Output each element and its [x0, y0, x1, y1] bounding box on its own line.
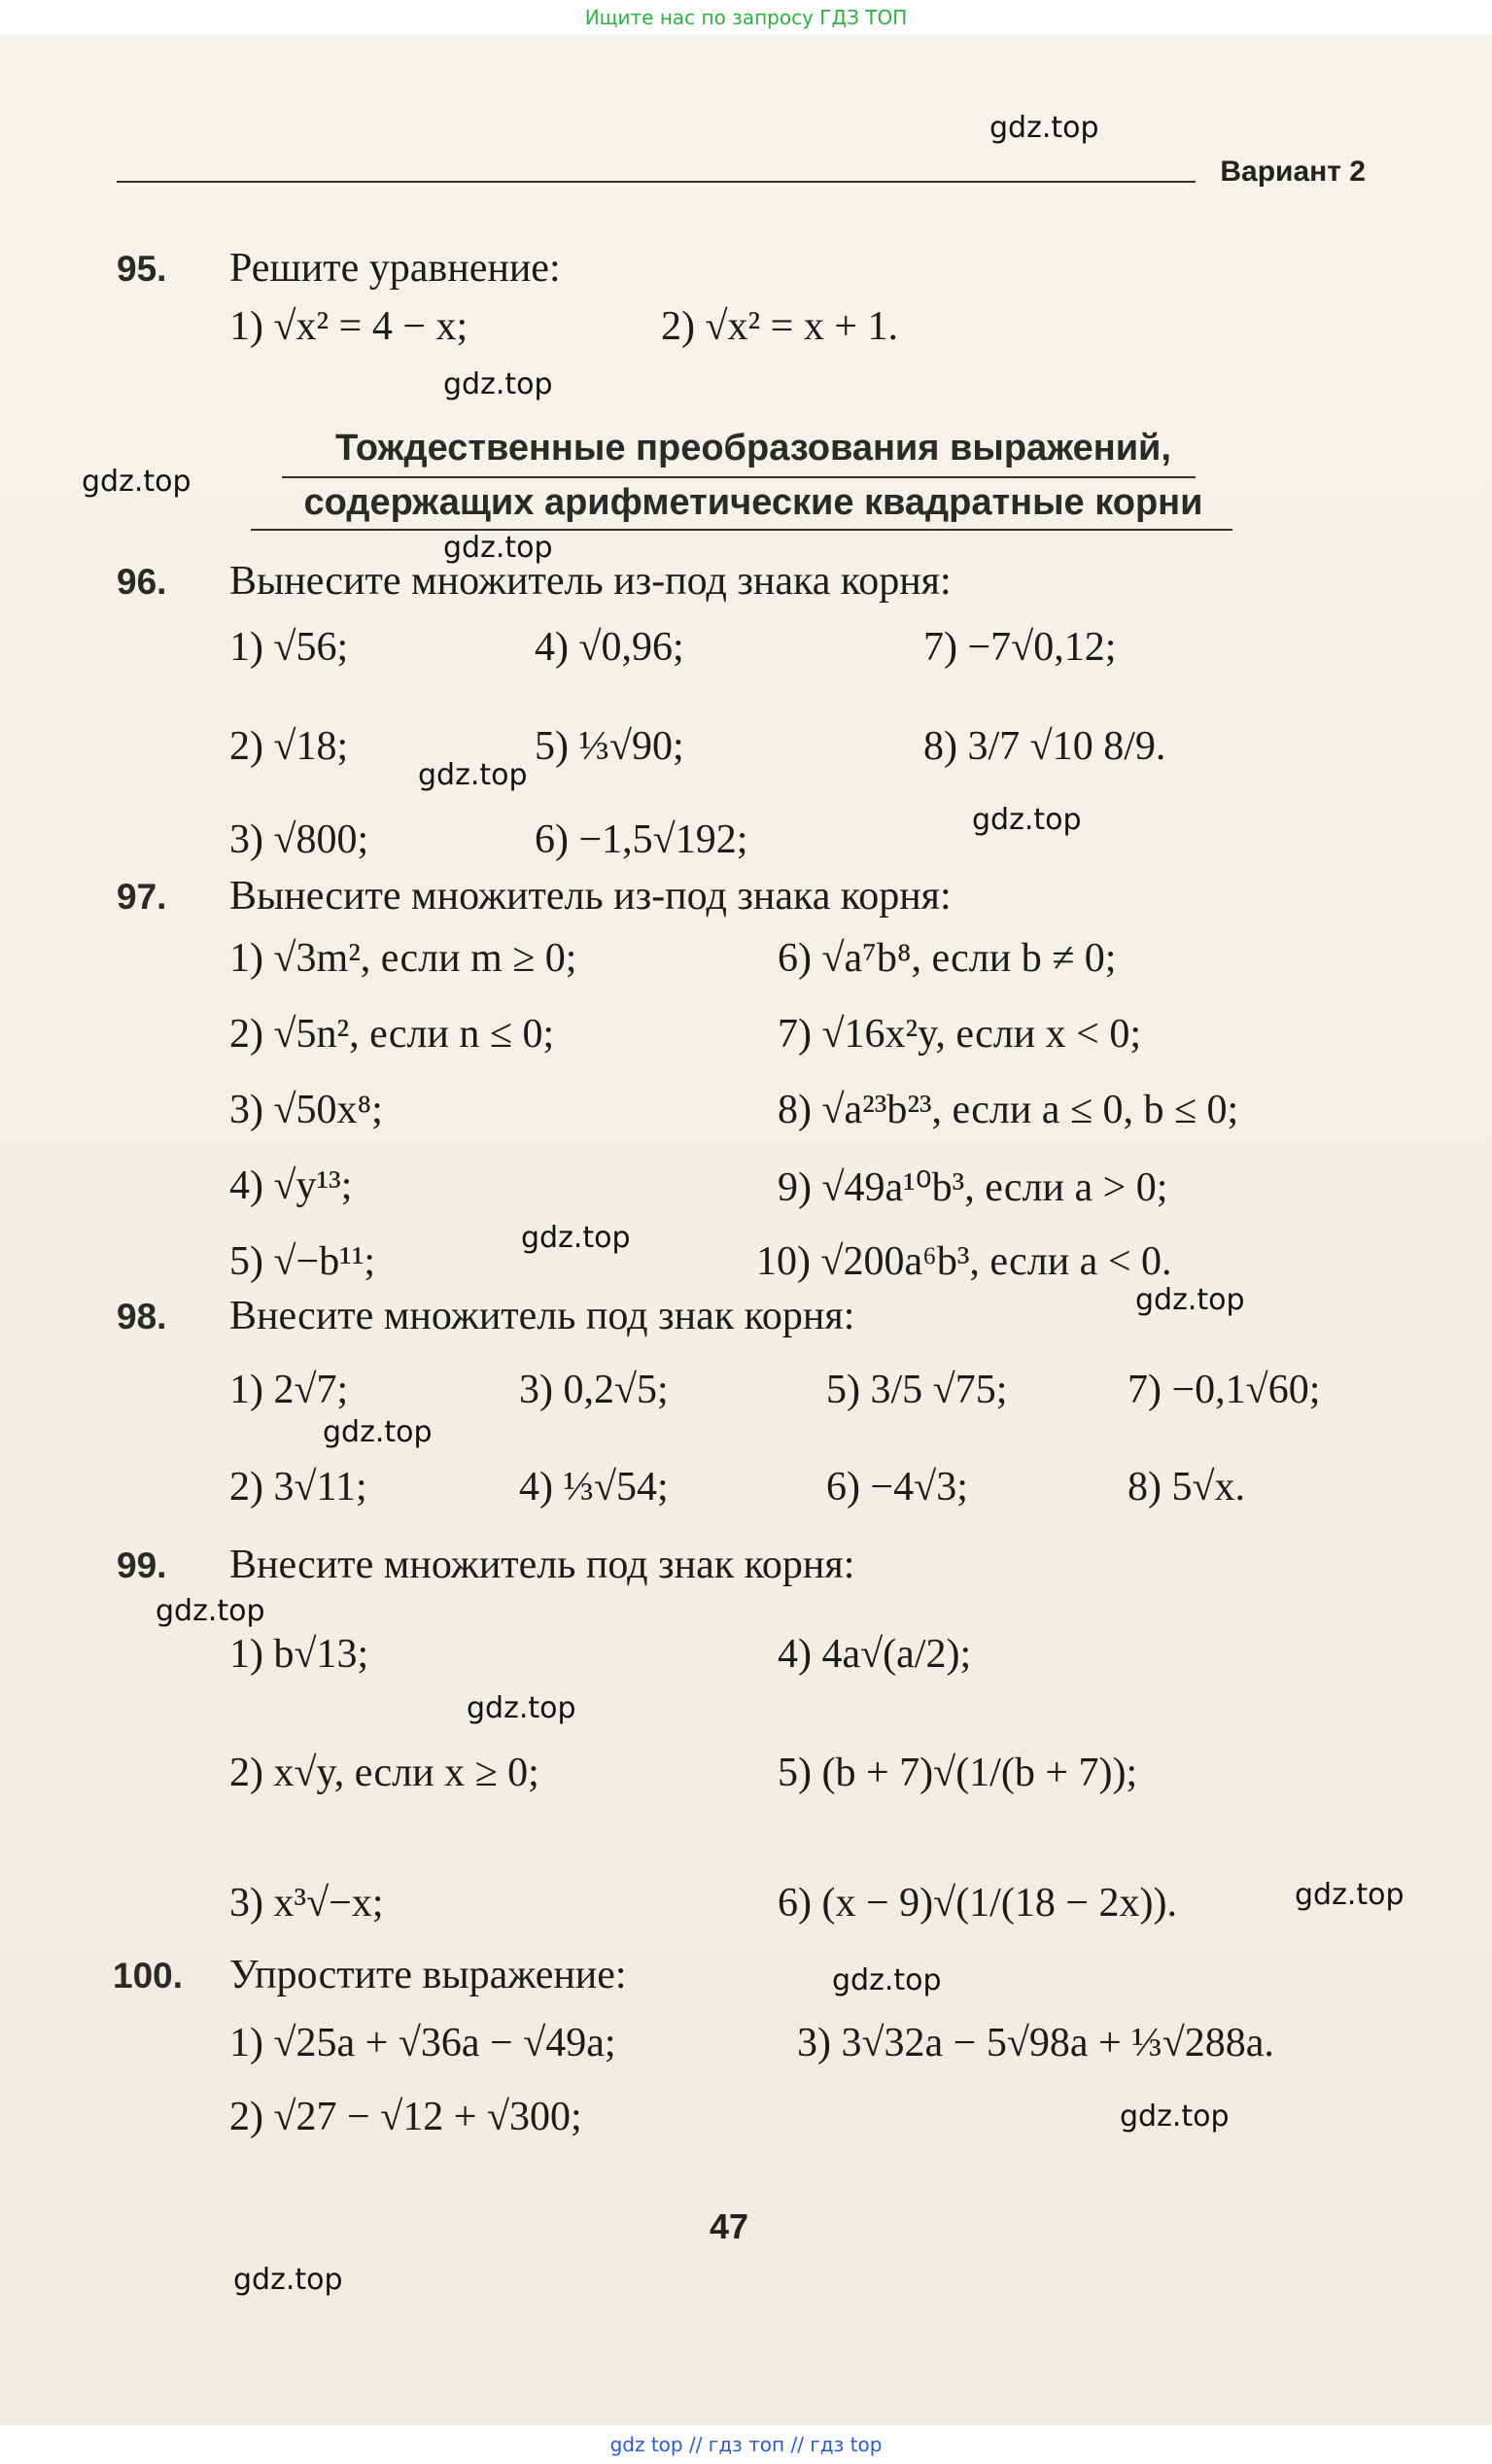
problem-97-item-8: 8) √a²³b²³, если a ≤ 0, b ≤ 0; — [778, 1088, 1239, 1132]
problem-97-number: 97. — [117, 877, 167, 917]
problem-100-item-1: 1) √25a + √36a − √49a; — [229, 2021, 616, 2065]
problem-97-item-5: 5) √−b¹¹; — [229, 1239, 376, 1284]
problem-95-item-2: 2) √x² = x + 1. — [661, 304, 899, 349]
problem-97-item-3: 3) √50x⁸; — [229, 1088, 383, 1132]
problem-96-title: Вынесите множитель из-под знака корня: — [229, 559, 952, 604]
problem-99-item-6: 6) (x − 9)√(1/(18 − 2x)). — [778, 1881, 1177, 1926]
header-rule — [117, 181, 1196, 183]
problem-96-item-5: 5) ⅓√90; — [535, 724, 684, 769]
watermark: gdz.top — [1295, 1878, 1405, 1912]
watermark: gdz.top — [521, 1221, 631, 1255]
footer-links[interactable]: gdz top // гдз топ // гдз top — [0, 2425, 1492, 2464]
problem-96-item-3: 3) √800; — [229, 817, 369, 862]
watermark: gdz.top — [443, 531, 553, 565]
problem-97-item-1: 1) √3m², если m ≥ 0; — [229, 936, 577, 981]
watermark: gdz.top — [82, 465, 191, 499]
problem-99-item-1: 1) b√13; — [229, 1632, 369, 1677]
problem-98-item-8: 8) 5√x. — [1128, 1465, 1246, 1510]
problem-99-number: 99. — [117, 1545, 167, 1585]
section-title-line-1: Тождественные преобразования выражений, — [335, 428, 1171, 469]
problem-98-item-2: 2) 3√11; — [229, 1465, 367, 1510]
problem-95-item-1: 1) √x² = 4 − x; — [229, 304, 468, 349]
problem-97-item-7: 7) √16x²y, если x < 0; — [778, 1012, 1142, 1057]
problem-98-item-4: 4) ⅓√54; — [519, 1465, 669, 1510]
problem-96-item-6: 6) −1,5√192; — [535, 817, 748, 862]
problem-95-title: Решите уравнение: — [229, 246, 561, 291]
problem-98-item-7: 7) −0,1√60; — [1128, 1368, 1321, 1412]
problem-100-item-2: 2) √27 − √12 + √300; — [229, 2095, 582, 2139]
problem-99-title: Внесите множитель под знак корня: — [229, 1543, 855, 1587]
problem-98-item-6: 6) −4√3; — [826, 1465, 968, 1510]
watermark: gdz.top — [443, 367, 553, 401]
problem-99-item-5: 5) (b + 7)√(1/(b + 7)); — [778, 1751, 1138, 1795]
problem-96-item-1: 1) √56; — [229, 625, 349, 670]
problem-97-item-4: 4) √y¹³; — [229, 1163, 353, 1208]
problem-97-item-9: 9) √49a¹⁰b³, если a > 0; — [778, 1165, 1168, 1210]
problem-98-item-3: 3) 0,2√5; — [519, 1368, 669, 1412]
problem-96-item-2: 2) √18; — [229, 724, 349, 769]
problem-99-item-2: 2) x√y, если x ≥ 0; — [229, 1751, 539, 1795]
watermark: gdz.top — [156, 1594, 265, 1628]
watermark: gdz.top — [1120, 2100, 1230, 2134]
watermark: gdz.top — [323, 1415, 433, 1449]
problem-100-item-3: 3) 3√32a − 5√98a + ⅓√288a. — [797, 2021, 1274, 2065]
problem-97-title: Вынесите множитель из-под знака корня: — [229, 874, 952, 919]
watermark: gdz.top — [1135, 1283, 1245, 1317]
problem-97-item-2: 2) √5n², если n ≤ 0; — [229, 1012, 555, 1057]
watermark: gdz.top — [467, 1691, 576, 1725]
problem-98-number: 98. — [117, 1297, 167, 1336]
watermark: gdz.top — [418, 758, 528, 792]
page-number: 47 — [710, 2206, 749, 2246]
watermark: gdz.top — [989, 111, 1099, 145]
watermark: gdz.top — [233, 2263, 343, 2297]
watermark: gdz.top — [972, 803, 1082, 837]
problem-95-number: 95. — [117, 249, 167, 289]
variant-label: Вариант 2 — [1220, 156, 1366, 188]
section-underline-2 — [251, 529, 1232, 531]
top-banner[interactable]: Ищите нас по запросу ГДЗ ТОП — [0, 0, 1492, 35]
problem-97-item-6: 6) √a⁷b⁸, если b ≠ 0; — [778, 936, 1117, 981]
problem-96-item-7: 7) −7√0,12; — [923, 625, 1117, 670]
problem-99-item-4: 4) 4a√(a/2); — [778, 1632, 972, 1677]
problem-98-item-1: 1) 2√7; — [229, 1368, 349, 1412]
problem-97-item-10: 10) √200a⁶b³, если a < 0. — [756, 1239, 1172, 1284]
problem-96-item-8: 8) 3/7 √10 8/9. — [923, 724, 1166, 769]
problem-100-number: 100. — [113, 1956, 184, 1995]
problem-96-number: 96. — [117, 562, 167, 602]
problem-99-item-3: 3) x³√−x; — [229, 1881, 384, 1926]
problem-98-item-5: 5) 3/5 √75; — [826, 1368, 1008, 1412]
watermark: gdz.top — [832, 1963, 942, 1997]
problem-96-item-4: 4) √0,96; — [535, 625, 684, 670]
section-underline-1 — [282, 476, 1196, 478]
section-title-line-2: содержащих арифметические квадратные корни — [303, 482, 1203, 523]
problem-98-title: Внесите множитель под знак корня: — [229, 1294, 855, 1338]
problem-100-title: Упростите выражение: — [229, 1953, 627, 1997]
